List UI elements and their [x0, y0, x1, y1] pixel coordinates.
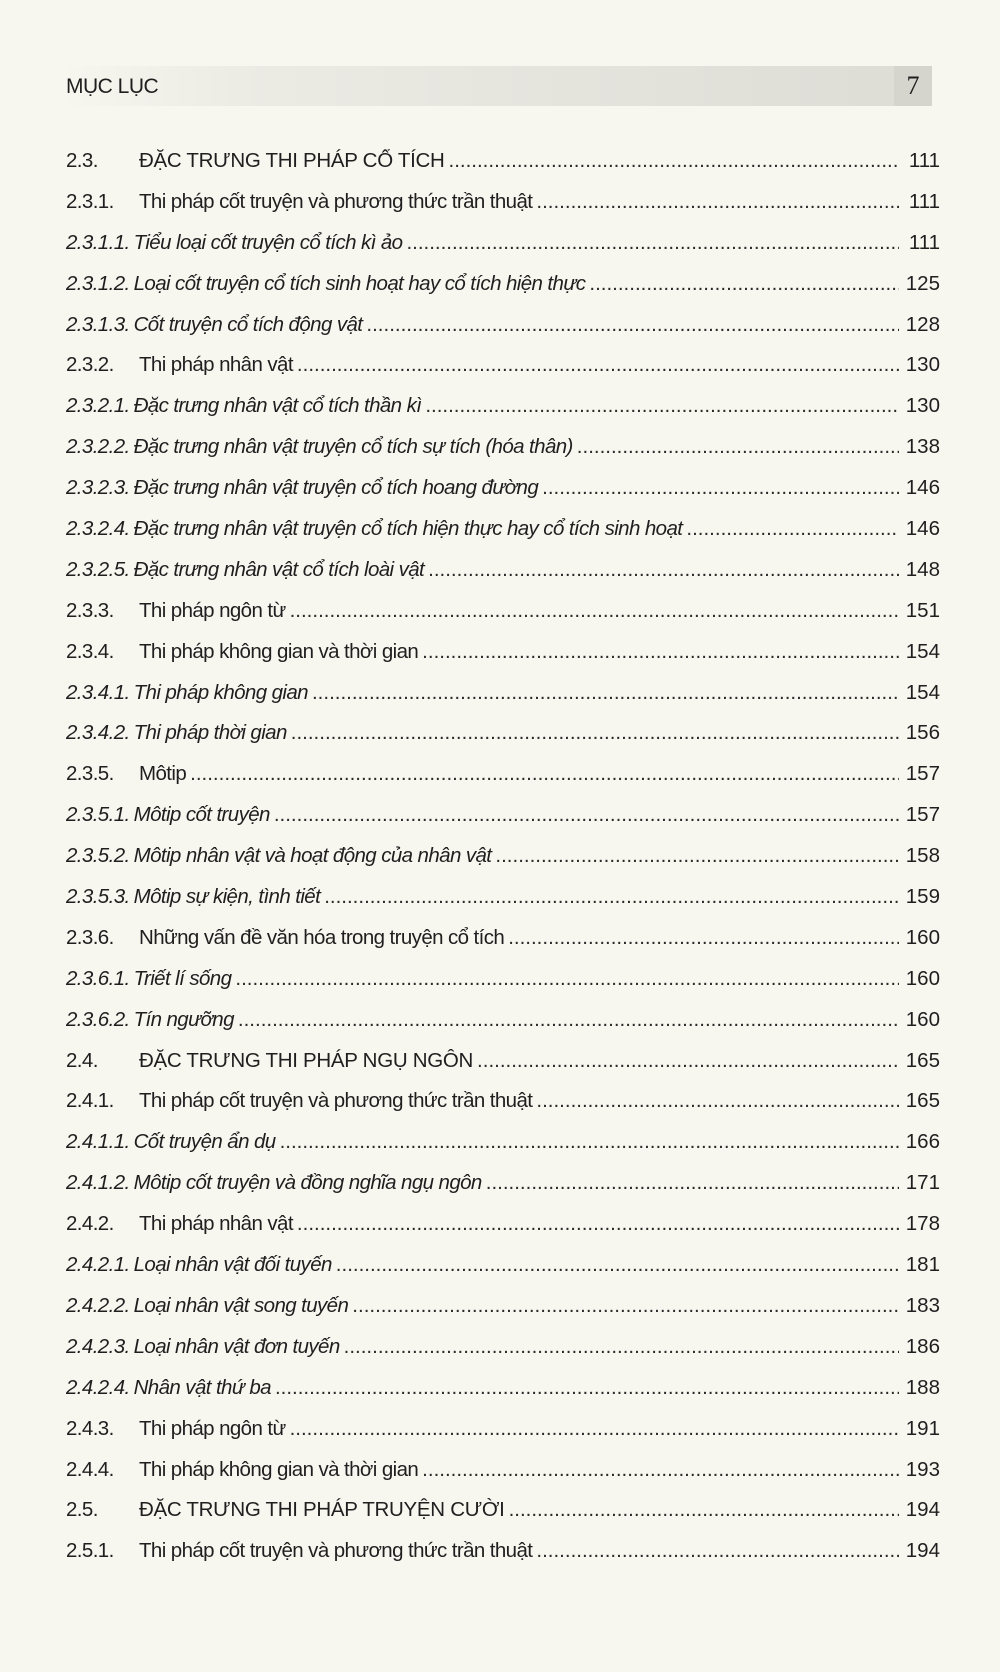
toc-entry [66, 844, 940, 885]
toc-entry [66, 272, 940, 313]
toc-entry-title: Đặc trưng nhân vật cổ tích thần kì [133, 394, 422, 418]
toc-entry-title: ĐẶC TRƯNG THI PHÁP CỔ TÍCH [139, 149, 445, 172]
toc-entry-page: 160 [905, 966, 940, 990]
toc-dot-leader [425, 394, 899, 418]
toc-entry [66, 681, 940, 722]
toc-dot-leader [449, 149, 900, 173]
toc-entry-page: 128 [905, 312, 940, 336]
toc-entry [66, 1253, 940, 1294]
toc-entry [66, 435, 940, 476]
toc-entry-title: Đặc trưng nhân vật truyện cổ tích hoang đường [133, 476, 539, 500]
toc-dot-leader [291, 721, 899, 745]
toc-entry-number: 2.3.5. [66, 762, 114, 786]
toc-entry-page: 156 [905, 721, 940, 745]
toc-entry-number: 2.4.2.4. [66, 1375, 130, 1399]
toc-dot-leader [542, 476, 899, 500]
toc-entry-title: Môtip nhân vật và hoạt động của nhân vật [133, 844, 492, 868]
toc-entry-title: Thi pháp không gian và thời gian [139, 1457, 419, 1481]
toc-entry [66, 190, 940, 231]
toc-entry-page: 148 [905, 557, 940, 581]
toc-entry-number: 2.3.1.2. [66, 271, 130, 295]
toc-entry [66, 762, 940, 803]
toc-entry-number: 2.4.3. [66, 1416, 114, 1440]
toc-dot-leader [686, 517, 899, 541]
toc-entry-page: 157 [905, 803, 940, 827]
toc-dot-leader [274, 803, 899, 827]
toc-dot-leader [422, 640, 899, 664]
toc-entry-page: 165 [905, 1048, 940, 1072]
toc-entry-page: 183 [905, 1293, 940, 1317]
toc-dot-leader [290, 1417, 899, 1441]
toc-entry-number: 2.3.2.1. [66, 394, 130, 418]
toc-entry-title: Thi pháp không gian và thời gian [139, 639, 419, 663]
toc-dot-leader [495, 844, 899, 868]
toc-dot-leader [280, 1130, 899, 1154]
toc-entry-number: 2.3.3. [66, 598, 114, 622]
toc-entry [66, 1089, 940, 1130]
toc-entry-number: 2.3.2.5. [66, 557, 130, 581]
toc-entry-title: Triết lí sống [133, 966, 232, 990]
toc-entry-page: 157 [905, 762, 940, 786]
table-of-contents [66, 149, 940, 1580]
toc-entry [66, 1539, 940, 1580]
toc-entry [66, 517, 940, 558]
toc-entry-number: 2.3.5.1. [66, 803, 130, 827]
toc-entry [66, 353, 940, 394]
toc-entry-page: 159 [905, 885, 940, 909]
toc-entry-title: Thi pháp không gian [133, 680, 308, 704]
toc-entry [66, 1008, 940, 1049]
toc-entry [66, 231, 940, 272]
toc-entry-number: 2.4.1.1. [66, 1130, 130, 1154]
toc-dot-leader [297, 353, 899, 377]
toc-dot-leader [486, 1171, 899, 1195]
toc-entry-number: 2.3. [66, 149, 98, 172]
toc-entry [66, 1335, 940, 1376]
toc-dot-leader [536, 1539, 899, 1563]
toc-entry-title: Loại nhân vật song tuyến [133, 1293, 349, 1317]
toc-entry-number: 2.3.4. [66, 639, 114, 663]
toc-entry-page: 111 [908, 230, 940, 254]
toc-entry-title: Tín ngưỡng [133, 1007, 234, 1031]
toc-entry-title: Đặc trưng nhân vật truyện cổ tích hiện thực hay cổ tích sinh hoạt [133, 517, 683, 541]
toc-entry [66, 1171, 940, 1212]
toc-entry-page: 181 [905, 1253, 940, 1277]
toc-entry-title: Cốt truyện ẩn dụ [133, 1130, 276, 1154]
toc-entry-title: Thi pháp ngôn từ [139, 1416, 286, 1440]
toc-entry [66, 1417, 940, 1458]
toc-entry-page: 166 [905, 1130, 940, 1154]
page-number: 7 [894, 66, 932, 106]
toc-entry-number: 2.3.1.3. [66, 312, 130, 336]
toc-entry-number: 2.5. [66, 1498, 98, 1522]
toc-entry-title: Thi pháp cốt truyện và phương thức trần thuật [139, 1539, 533, 1563]
toc-dot-leader [536, 190, 899, 214]
page-header [62, 66, 932, 106]
toc-entry-title: Thi pháp thời gian [133, 721, 287, 745]
toc-entry-page: 188 [905, 1375, 940, 1399]
toc-dot-leader [238, 1008, 899, 1032]
toc-entry-number: 2.3.2.3. [66, 476, 130, 500]
toc-entry-title: Thi pháp nhân vật [139, 1212, 293, 1236]
toc-entry-title: Thi pháp ngôn từ [139, 598, 286, 622]
toc-dot-leader [536, 1089, 899, 1113]
toc-entry [66, 1049, 940, 1090]
toc-entry-number: 2.3.1.1. [66, 230, 130, 254]
toc-entry [66, 1294, 940, 1335]
toc-entry-number: 2.5.1. [66, 1539, 114, 1563]
toc-dot-leader [422, 1458, 899, 1482]
toc-entry-page: 191 [905, 1416, 940, 1440]
toc-entry-title: Nhân vật thứ ba [133, 1375, 271, 1399]
toc-entry [66, 394, 940, 435]
toc-dot-leader [508, 926, 899, 950]
toc-entry-number: 2.4.1.2. [66, 1171, 130, 1195]
toc-entry-title: Môtip cốt truyện và đồng nghĩa ngụ ngôn [133, 1171, 482, 1195]
toc-entry-number: 2.3.6.2. [66, 1007, 130, 1031]
toc-entry-title: Loại nhân vật đối tuyến [133, 1253, 332, 1277]
toc-entry-page: 193 [905, 1457, 940, 1481]
toc-entry-title: Môtip sự kiện, tình tiết [133, 885, 321, 909]
toc-entry-title: Loại nhân vật đơn tuyến [133, 1334, 340, 1358]
toc-entry-title: Thi pháp cốt truyện và phương thức trần thuật [139, 1089, 533, 1113]
toc-entry-number: 2.4.2.2. [66, 1293, 130, 1317]
toc-entry [66, 721, 940, 762]
toc-dot-leader [290, 599, 899, 623]
toc-entry-number: 2.3.2.4. [66, 517, 130, 541]
toc-entry-title: Những vấn đề văn hóa trong truyện cổ tích [139, 925, 505, 949]
toc-dot-leader [577, 435, 899, 459]
toc-entry [66, 803, 940, 844]
toc-dot-leader [477, 1049, 899, 1073]
toc-entry-number: 2.3.1. [66, 189, 114, 213]
toc-entry-number: 2.4.2.3. [66, 1334, 130, 1358]
toc-entry [66, 558, 940, 599]
toc-entry-page: 178 [905, 1212, 940, 1236]
toc-entry [66, 149, 940, 190]
toc-entry-page: 154 [905, 639, 940, 663]
toc-entry-number: 2.4.2.1. [66, 1253, 130, 1277]
toc-entry-page: 194 [905, 1498, 940, 1522]
toc-entry-page: 146 [905, 517, 940, 541]
toc-entry-number: 2.3.5.3. [66, 885, 130, 909]
toc-entry [66, 476, 940, 517]
toc-entry-page: 165 [905, 1089, 940, 1113]
toc-entry-number: 2.4.2. [66, 1212, 114, 1236]
toc-entry-number: 2.3.2.2. [66, 435, 130, 459]
toc-dot-leader [589, 272, 899, 296]
toc-entry-number: 2.3.5.2. [66, 844, 130, 868]
toc-entry-page: 194 [905, 1539, 940, 1563]
toc-entry [66, 1498, 940, 1539]
toc-entry-page: 171 [905, 1171, 940, 1195]
toc-entry [66, 313, 940, 354]
toc-entry-page: 151 [905, 598, 940, 622]
toc-entry-number: 2.4.1. [66, 1089, 114, 1113]
toc-entry-page: 125 [905, 271, 940, 295]
toc-dot-leader [428, 558, 899, 582]
toc-entry-title: Loại cốt truyện cổ tích sinh hoạt hay cổ tích hiện thực [133, 271, 586, 295]
toc-entry-number: 2.3.4.2. [66, 721, 130, 745]
toc-dot-leader [406, 231, 899, 255]
toc-entry-page: 186 [905, 1334, 940, 1358]
toc-entry-page: 130 [905, 394, 940, 418]
toc-dot-leader [509, 1498, 899, 1522]
toc-dot-leader [190, 762, 899, 786]
toc-entry-title: Cốt truyện cổ tích động vật [133, 312, 363, 336]
toc-entry-title: Thi pháp nhân vật [139, 353, 293, 377]
toc-entry [66, 967, 940, 1008]
toc-entry [66, 885, 940, 926]
toc-entry-title: Đặc trưng nhân vật truyện cổ tích sự tích (hóa thân) [133, 435, 573, 459]
toc-entry-title: ĐẶC TRƯNG THI PHÁP TRUYỆN CƯỜI [139, 1498, 505, 1522]
toc-entry-title: Môtip cốt truyện [133, 803, 270, 827]
toc-entry-title: Đặc trưng nhân vật cổ tích loài vật [133, 557, 425, 581]
toc-entry-page: 130 [905, 353, 940, 377]
toc-entry-page: 111 [908, 149, 940, 172]
toc-entry-page: 154 [905, 680, 940, 704]
toc-entry-page: 138 [905, 435, 940, 459]
toc-entry [66, 926, 940, 967]
toc-entry-title: Tiểu loại cốt truyện cổ tích kì ảo [133, 230, 403, 254]
header-title: MỤC LỤC [66, 75, 159, 98]
toc-entry-page: 146 [905, 476, 940, 500]
toc-entry [66, 640, 940, 681]
toc-dot-leader [297, 1212, 899, 1236]
toc-entry [66, 599, 940, 640]
toc-entry-title: ĐẶC TRƯNG THI PHÁP NGỤ NGÔN [139, 1048, 474, 1072]
toc-entry-title: Thi pháp cốt truyện và phương thức trần thuật [139, 189, 533, 213]
toc-entry [66, 1376, 940, 1417]
toc-entry-number: 2.3.2. [66, 353, 114, 377]
toc-entry-number: 2.3.6. [66, 925, 114, 949]
toc-dot-leader [324, 885, 899, 909]
toc-dot-leader [312, 681, 899, 705]
toc-entry-number: 2.3.6.1. [66, 966, 130, 990]
toc-entry-page: 160 [905, 1007, 940, 1031]
toc-entry [66, 1458, 940, 1499]
toc-entry-page: 158 [905, 844, 940, 868]
toc-entry-title: Môtip [139, 762, 187, 786]
toc-dot-leader [275, 1376, 899, 1400]
toc-entry-number: 2.4.4. [66, 1457, 114, 1481]
toc-entry [66, 1212, 940, 1253]
toc-dot-leader [235, 967, 899, 991]
toc-entry-number: 2.3.4.1. [66, 680, 130, 704]
toc-entry-page: 111 [908, 189, 940, 213]
toc-dot-leader [366, 313, 899, 337]
toc-dot-leader [336, 1253, 899, 1277]
toc-entry [66, 1130, 940, 1171]
toc-dot-leader [352, 1294, 899, 1318]
toc-dot-leader [344, 1335, 899, 1359]
toc-entry-number: 2.4. [66, 1048, 98, 1072]
toc-entry-page: 160 [905, 925, 940, 949]
